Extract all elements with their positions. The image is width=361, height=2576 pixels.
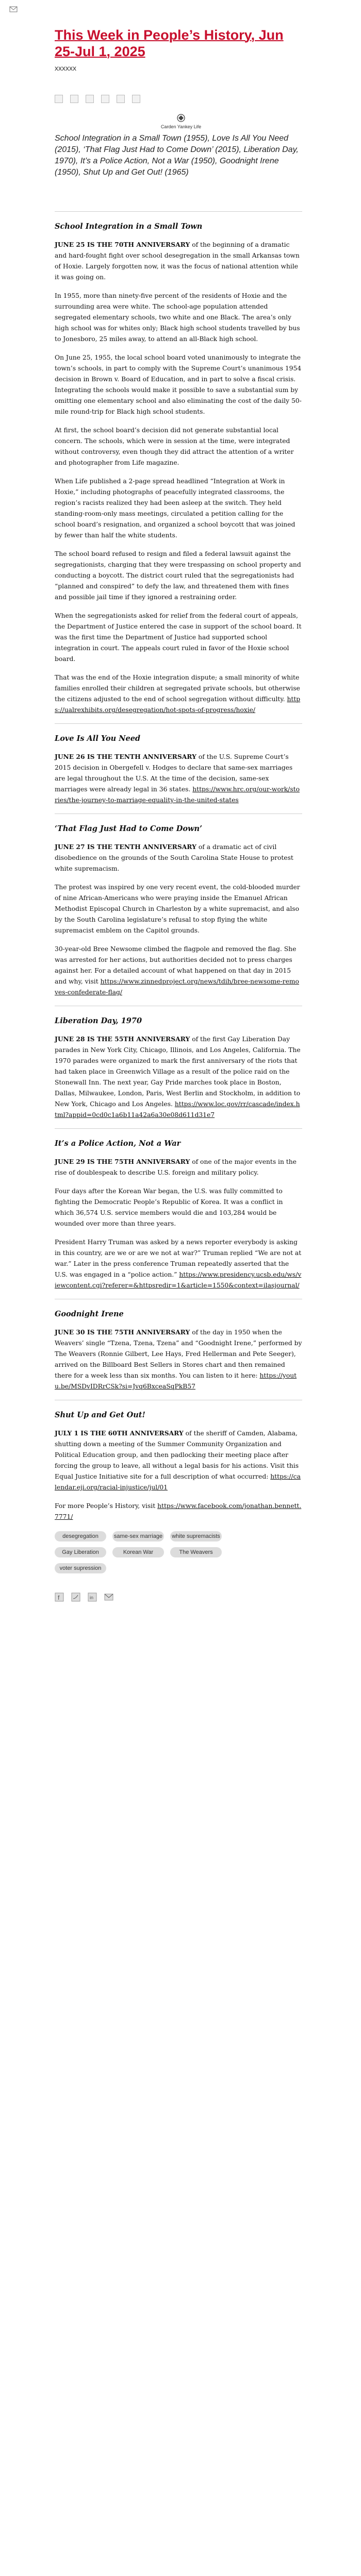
paragraph xyxy=(55,611,302,665)
paragraph xyxy=(55,1033,302,1121)
tag-pill[interactable]: The Weavers xyxy=(170,1547,222,1557)
paragraph xyxy=(55,476,302,541)
tag-pill[interactable]: Korean War xyxy=(112,1547,164,1557)
article-link[interactable]: https://youtu.be/MSDvIDRrCSk?si=Jvq6BxceaSqPkB57 xyxy=(55,1372,297,1390)
paragraph-text: of the day in 1950 when the Weavers’ single “Tzena, Tzena, Tzena” and “Goodnight Irene,” performed by The Weavers (Ronnie Gilbert, Lee Hays, Fred Hellerman and Pete Seeger), arrived on the Billboard Best Sellers in Stores chart and then remained there for a week less than six months. You can listen to it here: xyxy=(55,1329,302,1379)
paragraph-text: That was the end of the Hoxie integration dispute; a small minority of white families enrolled their children at segregated private schools, but otherwise the citizens adjusted to the end of school segregation without difficulty. xyxy=(55,674,300,703)
anniversary-lead: JUNE 28 IS THE 55TH ANNIVERSARY xyxy=(55,1035,190,1043)
paragraph-text: When the segregationists asked for relief from the federal court of appeals, the Department of Justice entered the case in support of the school board. It was the first time the Department of Justice had supported school integration in court. The appeals court ruled in favor of the Hoxie school board. xyxy=(55,612,302,663)
section-heading: Goodnight Irene xyxy=(55,1310,124,1318)
tag-pill[interactable]: desegregation xyxy=(55,1531,106,1541)
paragraph xyxy=(55,549,302,603)
article-link[interactable]: https://www.loc.gov/rr/cascade/index.html?appid=0cd0c1a6b11a42a6a30e08d611d31e7 xyxy=(55,1100,300,1118)
anniversary-lead: JUNE 26 IS THE TENTH ANNIVERSARY xyxy=(55,753,196,760)
section-heading: School Integration in a Small Town xyxy=(55,222,203,231)
article-link[interactable]: https://www.presidency.ucsb.edu/ws/viewcontent.cgi?referer=&httpsredir=1&article=1550&context=ilasjournal/ xyxy=(55,1271,302,1289)
paragraph-text: of the U.S. Supreme Court’s 2015 decision in Obergefell v. Hodges to declare that same-sex marriages are legal throughout the U.S. At the time of the decision, same-sex marriages were already legal in 36 states. xyxy=(55,753,293,793)
section-heading: Love Is All You Need xyxy=(55,734,141,743)
paragraph xyxy=(55,1156,302,1178)
paragraph-text: The school board refused to resign and filed a federal lawsuit against the segregationists, charging that they were trespassing on school property and conducting a boycott. The district court ruled that the segregationists had “planned and conspired” to defy the law, and threatened them with fines and possible jail time if they ignored a restraining order. xyxy=(55,550,301,601)
linkedin-share-icon[interactable] xyxy=(86,95,94,103)
paragraph-text: For more People’s History, visit xyxy=(55,1502,158,1510)
bottom-share-row xyxy=(55,1592,302,1604)
anniversary-lead: JUNE 29 IS THE 75TH ANNIVERSARY xyxy=(55,1158,190,1165)
email-share-icon[interactable] xyxy=(104,1592,113,1602)
paragraph xyxy=(55,1237,302,1291)
article-link[interactable]: https://www.hrc.org/our-work/stories/the-journey-to-marriage-equality-in-the-united-states xyxy=(55,786,300,804)
section-heading: ‘That Flag Just Had to Come Down’ xyxy=(55,824,203,833)
paragraph xyxy=(55,291,302,345)
paragraph-text: When Life published a 2-page spread headlined “Integration at Work in Hoxie,” including photographs of peacefully integrated classrooms, the region’s racists realized they had been asleep at the switch. They held standing-room-only mass meetings, circulated a petition calling for the school board’s resignation, and organized a school boycott that was joined by fewer than half the white students. xyxy=(55,478,296,539)
section-divider xyxy=(55,1128,302,1129)
paragraph-text: The protest was inspired by one very recent event, the cold-blooded murder of nine African-Americans who were praying inside the Emanuel African Methodist Episcopal Church in Charleston by a white supremacist, and also by the South Carolina legislature’s refusal to stop flying the white supremacist emblem on the Capitol grounds. xyxy=(55,884,300,934)
svg-text:f: f xyxy=(58,1594,60,1601)
twitter-share-icon[interactable] xyxy=(70,95,78,103)
paragraph xyxy=(55,1428,302,1493)
paragraph-text: In 1955, more than ninety-five percent of the residents of Hoxie and the surrounding area were white. The school-age population attended segregated elementary schools, two white and one Black. The area’s only high school was for whites only; Black high school students travelled by bus to Jonesboro, 25 miles away, to attend an all-Black high school. xyxy=(55,292,300,343)
paragraph xyxy=(55,841,302,874)
anniversary-lead: JUNE 25 IS THE 70TH ANNIVERSARY xyxy=(55,241,190,248)
newsletter-icon xyxy=(9,5,18,13)
article-link[interactable]: https://www.facebook.com/jonathan.bennett.7771/ xyxy=(55,1502,302,1520)
linkedin-share-icon[interactable] xyxy=(88,1592,97,1602)
pinterest-share-icon[interactable] xyxy=(117,95,125,103)
logo-text: Carden Yankey Life xyxy=(160,124,202,129)
logo-emblem-icon xyxy=(175,113,187,123)
page-title[interactable]: This Week in People’s History, Jun 25-Jul 1, 2025 xyxy=(55,27,284,59)
tag-pill[interactable]: voter supression xyxy=(55,1563,106,1573)
paragraph-text: Four days after the Korean War began, the U.S. was fully committed to fighting the Democratic People’s Republic of Korea. It was a conflict in which 36,574 U.S. service members would die and 103,284 would be wounded over more than three years. xyxy=(55,1188,283,1227)
article-link[interactable]: https://www.zinnedproject.org/news/tdih/bree-newsome-removes-confederate-flag/ xyxy=(55,978,299,996)
paragraph xyxy=(55,1501,302,1522)
anniversary-lead: JULY 1 IS THE 60TH ANNIVERSARY xyxy=(55,1429,184,1437)
paragraph xyxy=(55,425,302,468)
anniversary-lead: JUNE 30 IS THE 75TH ANNIVERSARY xyxy=(55,1328,190,1336)
section-heading: It’s a Police Action, Not a War xyxy=(55,1139,181,1148)
paragraph-text: President Harry Truman was asked by a news reporter everybody is asking in this country, are we or are we not at war?” Truman replied “We are not at war.” Later in the press conference Truman repeatedly asserted that the U.S. was engaged in a “police action.” xyxy=(55,1239,302,1278)
anniversary-lead: JUNE 27 IS THE TENTH ANNIVERSARY xyxy=(55,843,196,851)
tag-list xyxy=(55,1530,240,1578)
paragraph-text: of a dramatic act of civil disobedience on the grounds of the South Carolina State House to protest white supremacism. xyxy=(55,843,293,872)
paragraph xyxy=(55,352,302,417)
paragraph xyxy=(55,882,302,936)
preheader-text: xxxxxx xyxy=(55,64,76,72)
paragraph xyxy=(55,1327,302,1392)
paragraph-text: of one of the major events in the rise of doublespeak to describe U.S. foreign and military policy. xyxy=(55,1158,297,1176)
reddit-share-icon[interactable] xyxy=(132,95,140,103)
intro-summary: School Integration in a Small Town (1955), Love Is All You Need (2015), ‘That Flag Just Had to Come Down’ (2015), Liberation Day, 1970), It’s a Police Action, Not a War (1950), Goodnight Irene (1950), Shut Up and Get Out! (1965) xyxy=(55,134,299,177)
tag-pill[interactable]: white supremacists xyxy=(170,1531,222,1541)
section-divider xyxy=(55,211,302,212)
paragraph-text: At first, the school board’s decision did not generate substantial local concern. The schools, which were in session at the time, were integrated without controversy, even though they did attract the attention of a writer and photographer from Life magazine. xyxy=(55,427,294,466)
paragraph-text: 30-year-old Bree Newsome climbed the flagpole and removed the flag. She was arrested for her actions, but authorities decided not to press charges against her. For a detailed account of what happened on that day in 2015 and why, visit xyxy=(55,945,297,985)
facebook-share-icon[interactable] xyxy=(55,95,63,103)
paragraph xyxy=(55,751,302,806)
section-heading: Shut Up and Get Out! xyxy=(55,1411,145,1419)
svg-text:in: in xyxy=(90,1595,94,1600)
paragraph-text: of the beginning of a dramatic and hard-fought fight over school desegregation in the small Arkansas town of Hoxie. Largely forgotten now, it was the focus of national attention while it was going on. xyxy=(55,241,300,281)
paragraph xyxy=(55,239,302,283)
paragraph xyxy=(55,672,302,716)
logo xyxy=(158,113,204,129)
section-heading: Liberation Day, 1970 xyxy=(55,1016,142,1025)
section-divider xyxy=(55,723,302,724)
article-link[interactable]: https://calendar.eji.org/racial-injustice/jul/01 xyxy=(55,1473,301,1491)
tag-pill[interactable]: Gay Liberation xyxy=(55,1547,106,1557)
paragraph-text: of the first Gay Liberation Day parades in New York City, Chicago, Illinois, and Los Angeles, California. The 1970 parades were organized to mark the first anniversary of the riots that had taken place in Greenwich Village as a result of the police raid on the Stonewall Inn. The next year, Gay Pride marches took place in Boston, Dallas, Milwaukee, London, Paris, West Berlin and Stockholm, in addition to New York, Chicago and Los Angeles. xyxy=(55,1036,301,1108)
paragraph xyxy=(55,1186,302,1229)
facebook-share-icon[interactable] xyxy=(55,1592,64,1602)
paragraph xyxy=(55,944,302,998)
twitter-share-icon[interactable] xyxy=(71,1592,80,1602)
share-icon-row xyxy=(55,95,147,105)
top-icon-row xyxy=(9,5,18,13)
paragraph-text: On June 25, 1955, the local school board voted unanimously to integrate the town’s schools, in part to comply with the Supreme Court’s unanimous 1954 decision in Brown v. Board of Education, and in part to solve a fiscal crisis. Integrating the schools would make it possible to save a substantial sum by omitting one elementary school and also eliminating the cost of the daily 50-mile round-trip for Black high school students. xyxy=(55,354,302,415)
tag-pill[interactable]: same-sex marriage xyxy=(112,1531,164,1541)
email-share-icon[interactable] xyxy=(101,95,109,103)
paragraph-text: of the sheriff of Camden, Alabama, shutting down a meeting of the Summer Community Organization and Political Education group, and then padlocking their meeting place after forcing the group to leave, all without a legal basis for his actions. Visit this Equal Justice Initiative site for a full description of what occurred: xyxy=(55,1430,299,1480)
article-content xyxy=(55,211,302,1604)
article-link[interactable]: https://ualrexhibits.org/desegregation/hot-spots-of-progress/hoxie/ xyxy=(55,696,301,714)
